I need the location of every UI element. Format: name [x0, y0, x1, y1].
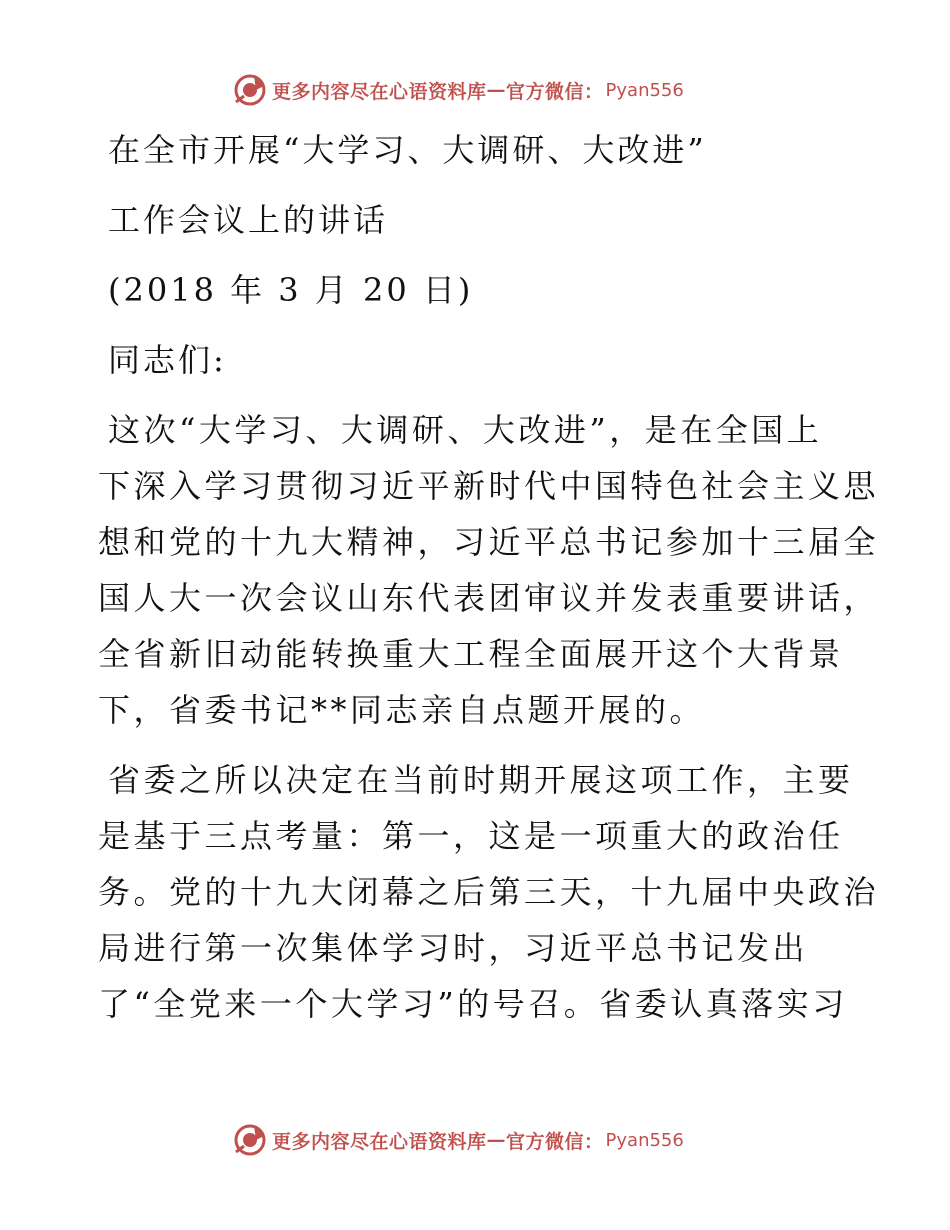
header-watermark — [232, 70, 684, 110]
watermark-wechat: Pyan556 — [605, 1129, 684, 1151]
watermark-wechat: Pyan556 — [605, 79, 684, 101]
watermark-text: 更多内容尽在心语资料库 — [272, 80, 487, 103]
pen-logo-icon — [232, 72, 268, 108]
paragraph-line: 下，省委书记**同志亲自点题开展的。 — [98, 691, 706, 729]
paragraph-line: 是基于三点考量：第一，这是一项重大的政治任 — [98, 817, 844, 855]
paragraph-line: 务。党的十九大闭幕之后第三天，十九届中央政治 — [98, 873, 880, 911]
paragraph-line: 国人大一次会议山东代表团审议并发表重要讲话， — [98, 579, 880, 617]
paragraph-1 — [98, 402, 880, 738]
footer-watermark — [232, 1120, 684, 1160]
paragraph-line: 了“全党来一个大学习”的号召。省委认真落实习 — [98, 985, 848, 1023]
pen-logo-icon — [232, 1122, 268, 1158]
title-line-2: 工作会议上的讲话 — [108, 201, 389, 239]
paragraph-line: 这次“大学习、大调研、大改进”，是在全国上 — [108, 411, 823, 449]
paragraph-line: 省委之所以决定在当前时期开展这项工作，主要 — [108, 761, 854, 799]
watermark-sub: 官方微信： — [506, 1130, 604, 1153]
watermark-separator: — — [486, 1129, 507, 1151]
date-line: (2018 年 3 月 20 日) — [108, 271, 474, 309]
paragraph-2 — [98, 752, 880, 1032]
watermark-sub: 官方微信： — [506, 80, 604, 103]
paragraph-line: 下深入学习贯彻习近平新时代中国特色社会主义思 — [98, 467, 880, 505]
paragraph-line: 局进行第一次集体学习时，习近平总书记发出 — [98, 929, 809, 967]
watermark-text: 更多内容尽在心语资料库 — [272, 1130, 487, 1153]
watermark-separator: — — [486, 79, 507, 101]
title-line-1: 在全市开展“大学习、大调研、大改进” — [108, 131, 707, 169]
paragraph-line: 全省新旧动能转换重大工程全面展开这个大背景 — [98, 635, 844, 673]
salutation: 同志们: — [108, 341, 227, 379]
paragraph-line: 想和党的十九大精神，习近平总书记参加十三届全 — [98, 523, 880, 561]
document-body — [98, 122, 880, 1032]
